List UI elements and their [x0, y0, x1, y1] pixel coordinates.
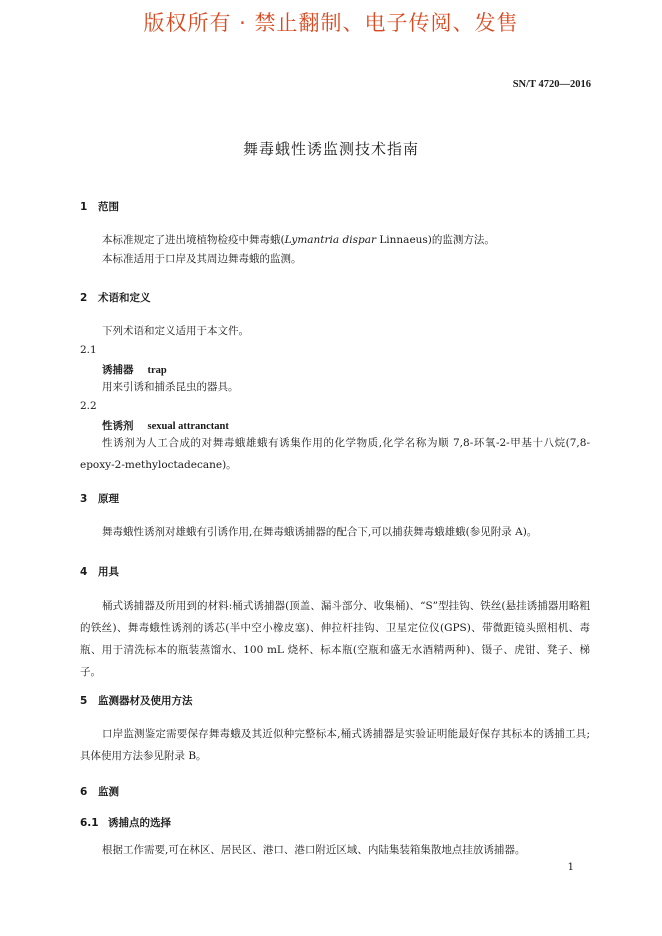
term-en: trap — [147, 365, 167, 376]
scope-paragraph-2: 本标准适用于口岸及其周边舞毒蛾的监测。 — [102, 253, 302, 265]
section-6-heading — [80, 784, 119, 799]
latin-name: Lymantria dispar — [284, 234, 376, 246]
term-number-2-1: 2.1 — [80, 344, 97, 356]
scope-text: 本标准规定了进出境植物检疫中舞毒蛾( — [102, 234, 285, 246]
section-number: 6 — [80, 786, 88, 798]
section-number: 1 — [80, 201, 88, 213]
term-en: sexual attranctant — [147, 421, 229, 432]
page-number: 1 — [567, 862, 574, 873]
section-1-heading — [80, 199, 119, 214]
term-cn: 诱捕器 — [102, 364, 134, 376]
section-title: 范围 — [98, 201, 119, 213]
tools-paragraph: 桶式诱捕器及所用到的材料:桶式诱捕器(顶盖、漏斗部分、收集桶)、“S”型挂钩、铁丝(悬挂诱捕器用略粗的铁丝)、舞毒蛾性诱剂的诱芯(半中空小橡皮塞)、伸拉杆挂钩、卫星定位仪(GPS)、带微距镜头照相机、毒瓶、用于清洗标本的瓶装蒸馏水、100 mL 烧杯、标本瓶(空瓶和盛无水酒精两种)、镊子、虎钳、凳子、梯子。 — [80, 600, 590, 678]
section-number: 3 — [80, 493, 88, 505]
term-definition-attractant: 性诱剂为人工合成的对舞毒蛾雄蛾有诱集作用的化学物质,化学名称为顺 7,8-环氧-2-甲基十八烷(7,8-epoxy-2-methyloctadecane)。 — [80, 437, 590, 471]
section-4-heading — [80, 564, 119, 579]
section-number: 4 — [80, 566, 88, 578]
section-3-heading — [80, 491, 119, 506]
section-title: 监测 — [98, 786, 119, 798]
standard-number: SN/T 4720—2016 — [512, 79, 591, 90]
term-attractant — [102, 418, 229, 433]
terms-intro: 下列术语和定义适用于本文件。 — [102, 325, 249, 337]
equipment-paragraph: 口岸监测鉴定需要保存舞毒蛾及其近似种完整标本,桶式诱捕器是实验证明能最好保存其标本的诱捕工具;具体使用方法参见附录 B。 — [80, 728, 590, 762]
term-trap — [102, 362, 167, 377]
term-cn: 性诱剂 — [102, 420, 134, 432]
copyright-banner: 版权所有 · 禁止翻制、电子传阅、发售 — [143, 11, 519, 35]
section-2-heading — [80, 290, 151, 305]
section-number: 5 — [80, 695, 88, 707]
section-number: 2 — [80, 292, 88, 304]
scope-text-end: Linnaeus)的监测方法。 — [375, 234, 495, 246]
trap-site-paragraph: 根据工作需要,可在林区、居民区、港口、港口附近区域、内陆集装箱集散地点挂放诱捕器。 — [102, 844, 526, 856]
section-title: 用具 — [98, 566, 119, 578]
section-5-heading — [80, 693, 193, 708]
document-title: 舞毒蛾性诱监测技术指南 — [242, 140, 419, 158]
principle-paragraph: 舞毒蛾性诱剂对雄蛾有引诱作用,在舞毒蛾诱捕器的配合下,可以捕获舞毒蛾雄蛾(参见附录 A)。 — [102, 526, 538, 538]
term-definition-trap: 用来引诱和捕杀昆虫的器具。 — [102, 381, 239, 393]
section-6-1-heading — [80, 815, 171, 830]
term-number-2-2: 2.2 — [80, 400, 97, 412]
section-title: 术语和定义 — [98, 292, 151, 304]
section-number: 6.1 — [80, 817, 99, 829]
section-title: 监测器材及使用方法 — [98, 695, 193, 707]
section-title: 原理 — [98, 493, 119, 505]
section-title: 诱捕点的选择 — [108, 817, 171, 829]
